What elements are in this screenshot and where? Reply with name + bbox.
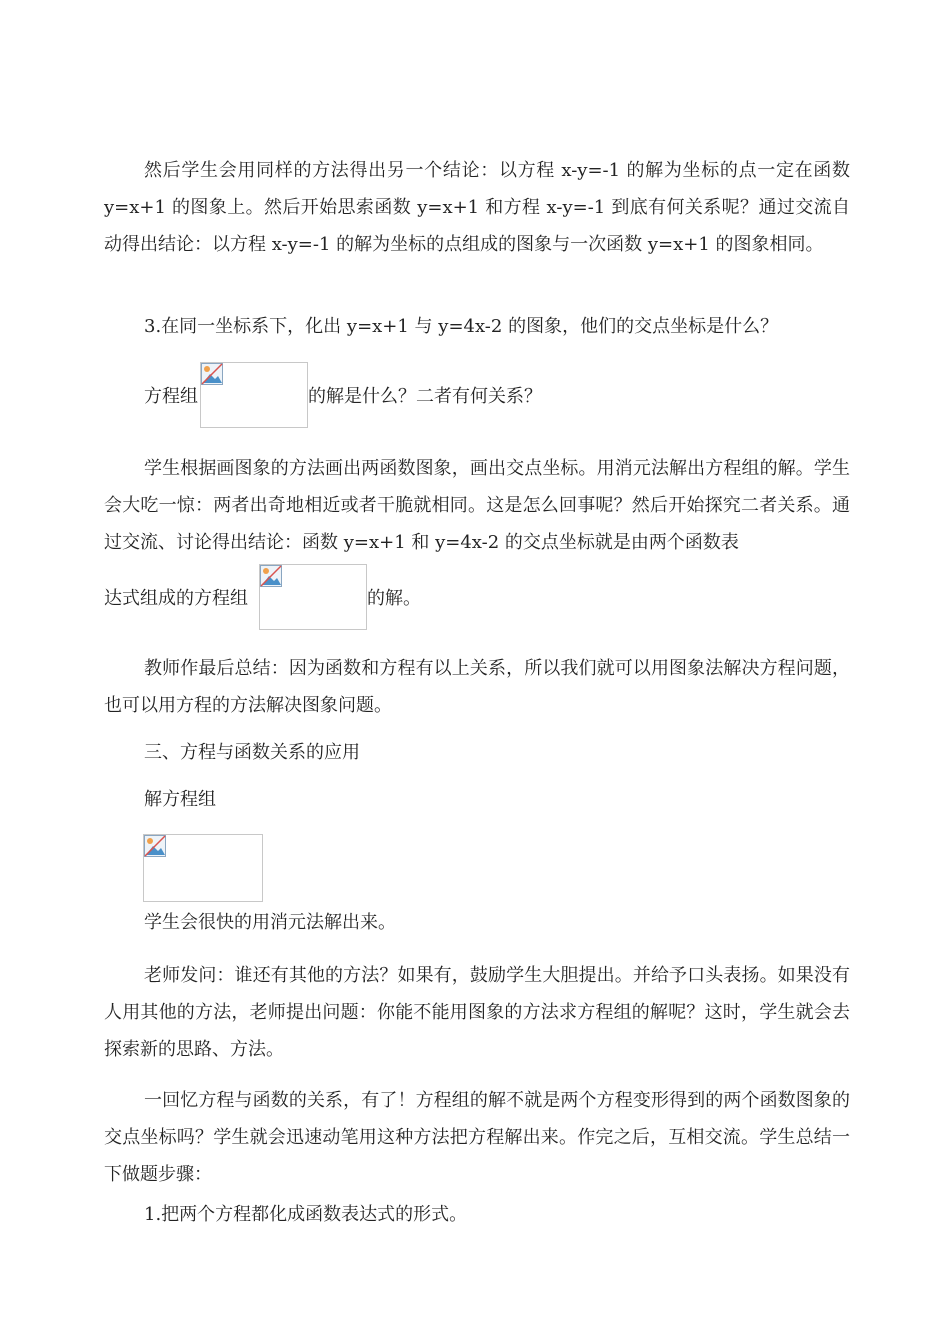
paragraph-student-discovery: 学生根据画图象的方法画出两函数图象，画出交点坐标。用消元法解出方程组的解。学生会大吃一惊：两者出奇地相近或者干脆就相同。这是怎么回事呢？然后开始探究二者关系。通过交流、讨论得出结论：函数 y=x+1 和 y=4x-2 的交点坐标就是由两个函数表 bbox=[104, 458, 850, 553]
equation-system-question: 的解是什么？二者有何关系？ bbox=[308, 386, 542, 407]
broken-image-icon bbox=[144, 835, 166, 857]
paragraph-teacher-question: 老师发问：谁还有其他的方法？如果有，鼓励学生大胆提出。并给予口头表扬。如果没有人用其他的方法，老师提出问题：你能不能用图象的方法求方程组的解呢？这时，学生就会去探索新的思路、方法。 bbox=[104, 965, 850, 1060]
paragraph-student-discovery-tail: 达式组成的方程组 bbox=[104, 588, 248, 609]
paragraph-elimination: 学生会很快的用消元法解出来。 bbox=[144, 912, 396, 933]
paragraph-student-discovery-end: 的解。 bbox=[367, 588, 421, 609]
section-heading-application: 三、方程与函数关系的应用 bbox=[144, 742, 360, 763]
paragraph-teacher-summary: 教师作最后总结：因为函数和方程有以上关系，所以我们就可以用图象法解决方程问题，也可以用方程的方法解决图象问题。 bbox=[104, 658, 850, 716]
equation-system-label: 方程组 bbox=[144, 386, 198, 407]
paragraph-conclusion: 然后学生会用同样的方法得出另一个结论：以方程 x-y=-1 的解为坐标的点一定在函数 y=x+1 的图象上。然后开始思索函数 y=x+1 和方程 x-y=-1 到底有何关系呢？通过交流自动得出结论：以方程 x-y=-1 的解为坐标的点组成的图象与一次函数 y=x+1 的图象相同。 bbox=[104, 160, 850, 255]
broken-image-icon bbox=[201, 363, 223, 385]
equation-system-image bbox=[200, 362, 308, 428]
paragraph-recall: 一回忆方程与函数的关系，有了！方程组的解不就是两个方程变形得到的两个函数图象的交点坐标吗？学生就会迅速动笔用这种方法把方程解出来。作完之后，互相交流。学生总结一下做题步骤： bbox=[104, 1090, 850, 1185]
broken-image-icon bbox=[260, 565, 282, 587]
equation-system-image-2 bbox=[259, 564, 367, 630]
paragraph-question-3: 3.在同一坐标系下，化出 y=x+1 与 y=4x-2 的图象，他们的交点坐标是什么？ bbox=[144, 316, 779, 337]
step-1: 1.把两个方程都化成函数表达式的形式。 bbox=[144, 1204, 468, 1225]
solve-system-label: 解方程组 bbox=[144, 789, 216, 810]
equation-system-image-3 bbox=[143, 834, 263, 902]
